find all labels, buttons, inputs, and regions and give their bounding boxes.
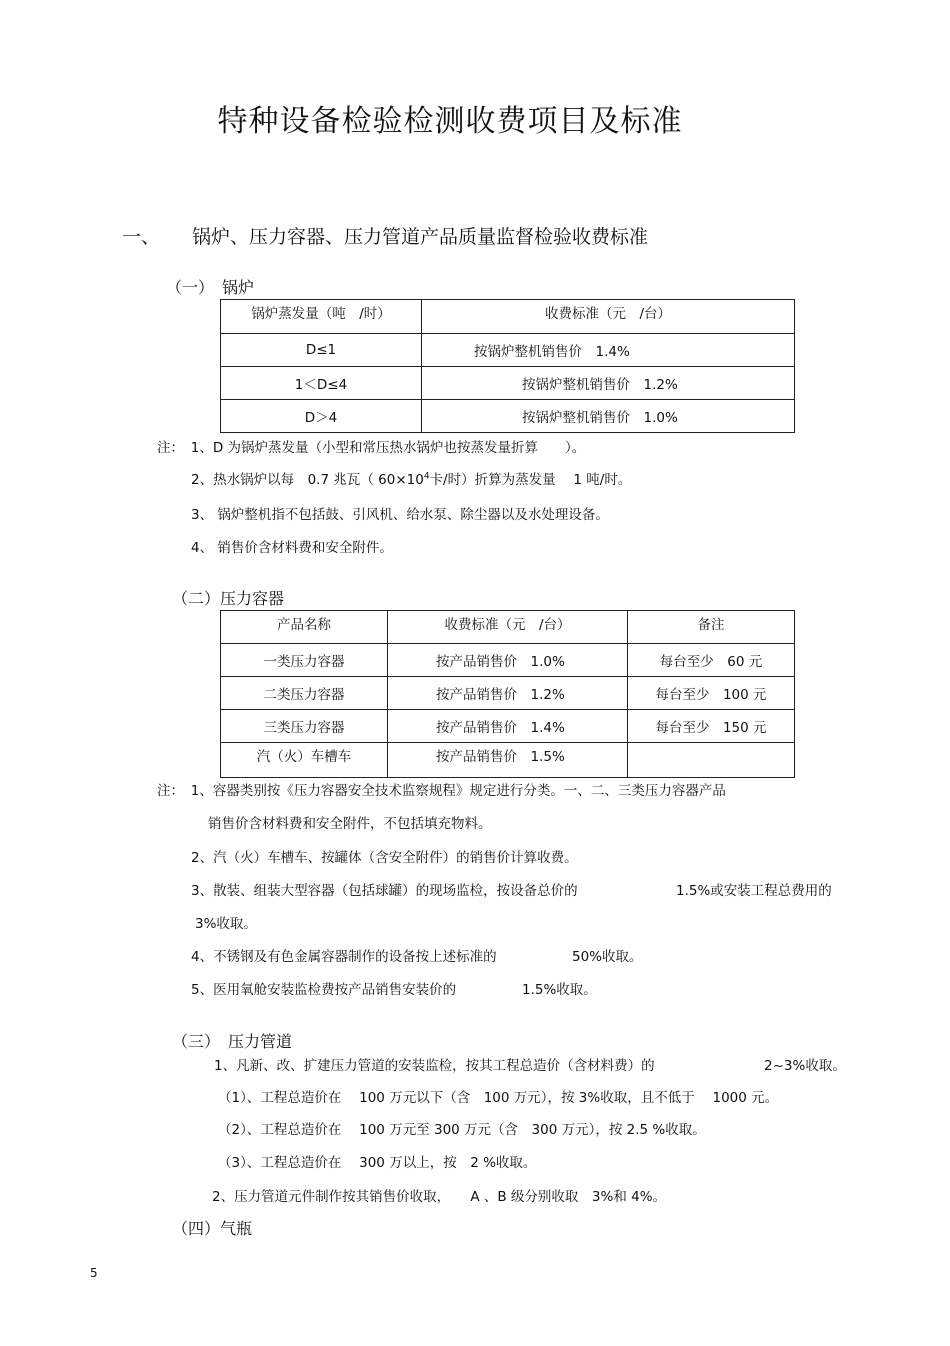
- table-cell: 一类压力容器: [221, 644, 388, 677]
- boiler-note-1: 注： 1、D 为锅炉蒸发量（小型和常压热水锅炉也按蒸发量折算 ）。: [157, 440, 586, 456]
- vessel-heading: （二）压力容器: [172, 589, 285, 608]
- table-cell: D≤1: [221, 334, 422, 367]
- vessel-table: [220, 610, 795, 778]
- table-row: [221, 743, 795, 778]
- pipe-item-1-rate: 2~3%收取。: [764, 1058, 846, 1074]
- pipe-item-1-sub-2: （2）、工程总造价在 100 万元至 300 万元（含 300 万元），按 2.5 %收取。: [218, 1122, 706, 1138]
- boiler-note-2-text-tail: 卡/时）折算为蒸发量 1 吨/时。: [429, 472, 632, 488]
- pipe-item-1-sub-3: （3）、工程总造价在 300 万以上，按 2 %收取。: [218, 1155, 537, 1171]
- table-cell: 按产品销售价 1.0%: [388, 644, 628, 677]
- vessel-note-4-rate: 50%收取。: [572, 949, 643, 965]
- table-cell: 三类压力容器: [221, 710, 388, 743]
- table-cell: 汽（火）车槽车: [221, 743, 388, 778]
- vessel-note-3: 3、散装、组装大型容器（包括球罐）的现场监检，按设备总价的: [191, 883, 578, 899]
- vessel-note-1-continued: 销售价含材料费和安全附件，不包括填充物料。: [208, 816, 492, 832]
- pipe-item-1: 1、凡新、改、扩建压力管道的安装监检，按其工程总造价（含材料费）的: [214, 1058, 655, 1074]
- table-cell: D＞4: [221, 400, 422, 433]
- table-row: [221, 677, 795, 710]
- table-cell: 按锅炉整机销售价 1.0%: [422, 400, 795, 433]
- table-cell: 每台至少 100 元: [628, 677, 795, 710]
- page-title: 特种设备检验检测收费项目及标准: [217, 104, 683, 139]
- boiler-table: [220, 299, 795, 433]
- boiler-note-2: [191, 468, 631, 488]
- vessel-note-5: 5、医用氧舱安装监检费按产品销售安装价的: [191, 982, 457, 998]
- boiler-note-4: 4、 销售价含材料费和安全附件。: [191, 540, 393, 556]
- cylinder-heading: （四）气瓶: [172, 1219, 253, 1238]
- boiler-note-2-exponent: 4: [423, 471, 430, 482]
- table-cell: 二类压力容器: [221, 677, 388, 710]
- vessel-note-1: 注： 1、容器类别按《压力容器安全技术监察规程》规定进行分类。一、二、三类压力容器产品: [157, 783, 726, 799]
- table-header-row: [221, 611, 795, 644]
- page-number: 5: [90, 1266, 98, 1280]
- table-cell: 按产品销售价 1.2%: [388, 677, 628, 710]
- vessel-note-4: 4、不锈钢及有色金属容器制作的设备按上述标准的: [191, 949, 497, 965]
- table-cell: 按锅炉整机销售价 1.4%: [422, 334, 795, 367]
- vessel-note-2: 2、汽（火）车槽车、按罐体（含安全附件）的销售价计算收费。: [191, 850, 578, 866]
- boiler-note-3: 3、 锅炉整机指不包括鼓、引风机、给水泵、除尘器以及水处理设备。: [191, 507, 609, 523]
- pipe-heading: （三） 压力管道: [172, 1032, 293, 1051]
- table-cell: [628, 743, 795, 778]
- vessel-note-5-rate: 1.5%收取。: [522, 982, 597, 998]
- table-header-cell: 收费标准（元 /台）: [388, 611, 628, 644]
- table-header-cell: 收费标准（元 /台）: [422, 300, 795, 334]
- table-header-cell: 产品名称: [221, 611, 388, 644]
- vessel-note-3-rate: 1.5%或安装工程总费用的: [676, 883, 832, 899]
- pipe-item-1-sub-1: （1）、工程总造价在 100 万元以下（含 100 万元），按 3%收取，且不低于 1000 元。: [218, 1090, 779, 1106]
- table-cell: 每台至少 150 元: [628, 710, 795, 743]
- table-row: [221, 400, 795, 433]
- table-row: [221, 710, 795, 743]
- table-row: [221, 367, 795, 400]
- table-header-row: [221, 300, 795, 334]
- table-cell: 按产品销售价 1.4%: [388, 710, 628, 743]
- vessel-note-3-continued: 3%收取。: [195, 916, 257, 932]
- boiler-note-2-text: 2、热水锅炉以每 0.7 兆瓦（ 60×10: [191, 472, 424, 488]
- table-cell: 1＜D≤4: [221, 367, 422, 400]
- section-number: 一、: [122, 226, 161, 248]
- table-header-cell: 锅炉蒸发量（吨 /时）: [221, 300, 422, 334]
- table-row: [221, 334, 795, 367]
- section-heading: 锅炉、压力容器、压力管道产品质量监督检验收费标准: [192, 226, 649, 248]
- table-header-cell: 备注: [628, 611, 795, 644]
- table-cell: 按锅炉整机销售价 1.2%: [422, 367, 795, 400]
- table-cell: 按产品销售价 1.5%: [388, 743, 628, 778]
- table-cell: 每台至少 60 元: [628, 644, 795, 677]
- pipe-item-2: 2、压力管道元件制作按其销售价收取， A 、B 级分别收取 3%和 4%。: [212, 1189, 667, 1205]
- boiler-heading: （一） 锅炉: [166, 278, 255, 297]
- table-row: [221, 644, 795, 677]
